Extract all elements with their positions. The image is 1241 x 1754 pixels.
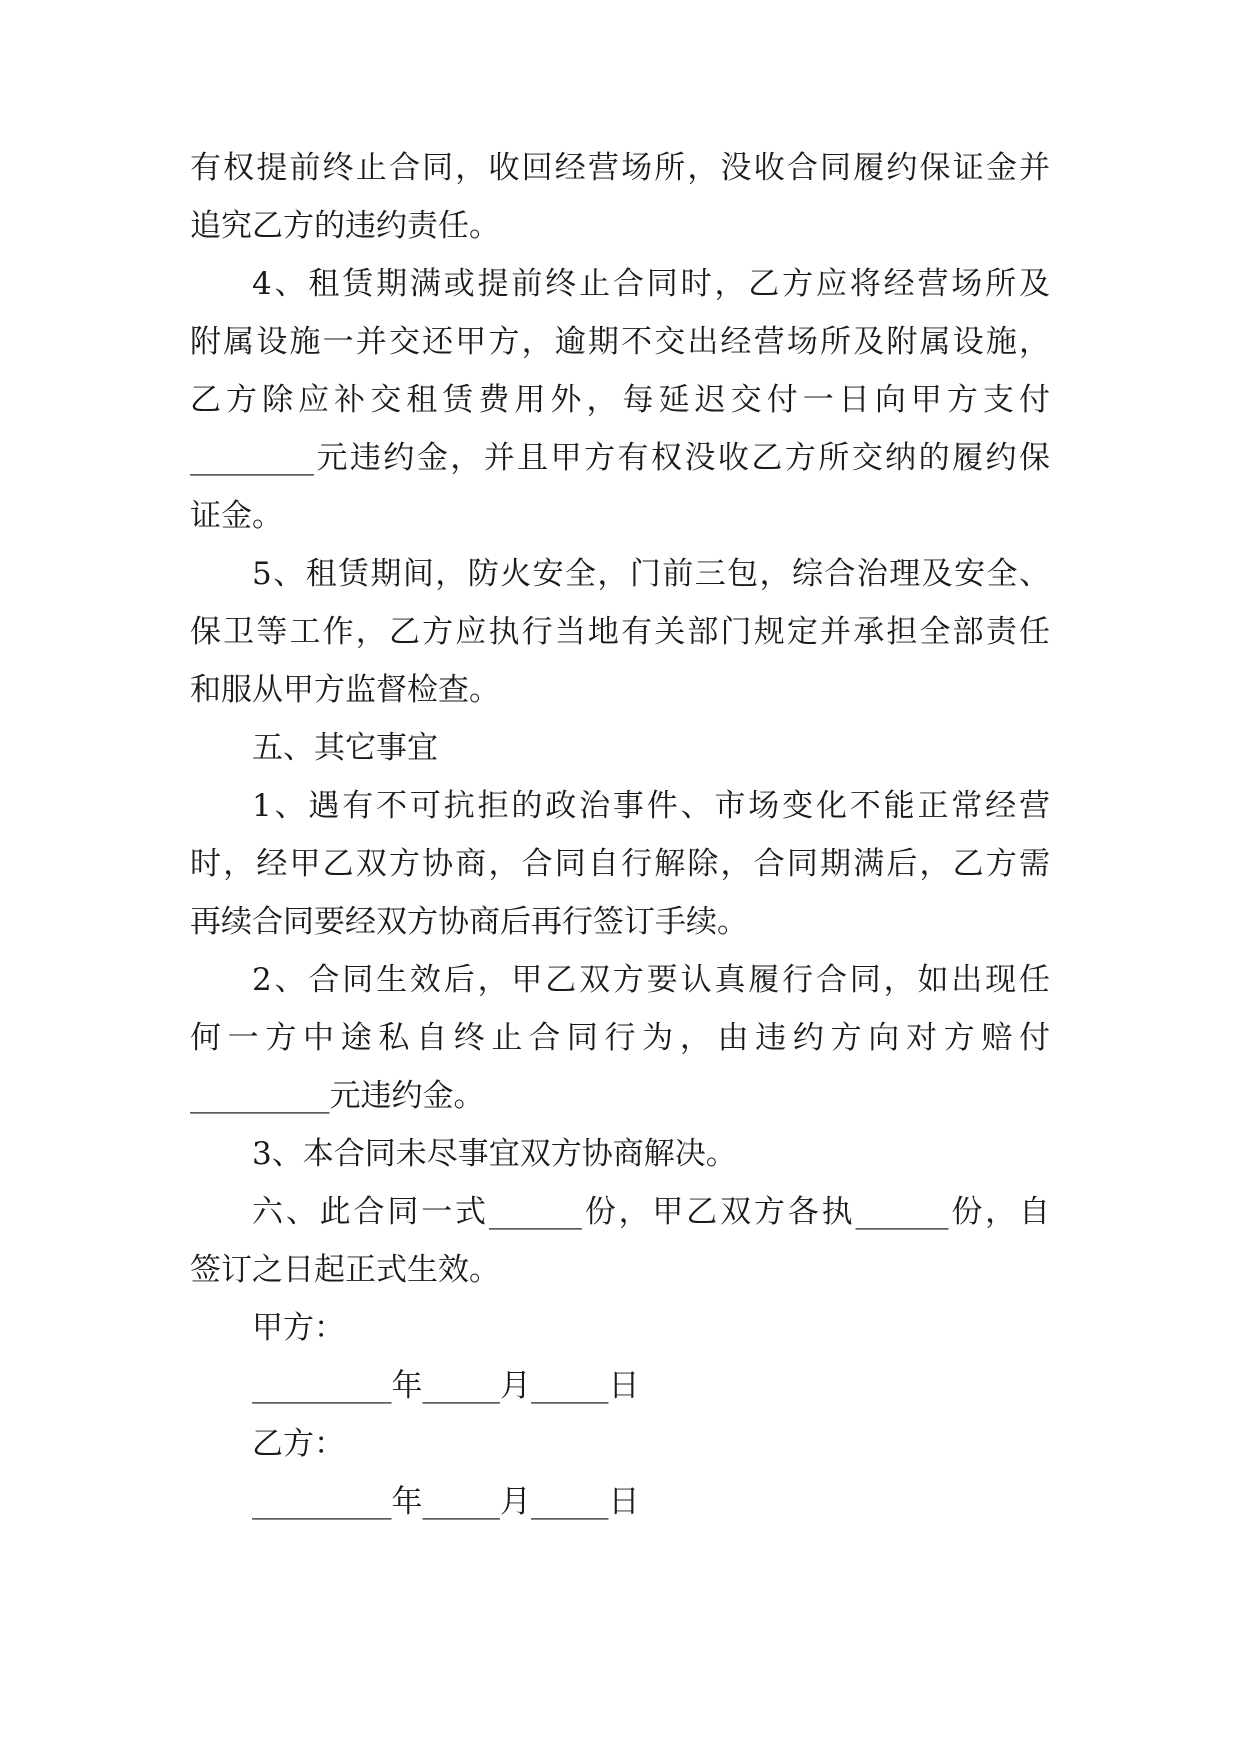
paragraph-line: 5、租赁期间，防火安全，门前三包，综合治理及安全、 xyxy=(252,556,1050,592)
paragraph-line: 证金。 xyxy=(190,498,283,534)
party-b-label: 乙方： xyxy=(252,1426,345,1462)
paragraph-line: _________元违约金。 xyxy=(190,1078,485,1114)
party-b-date-line: _________年_____月_____日 xyxy=(252,1484,640,1520)
paragraph-line: 乙方除应补交租赁费用外，每延迟交付一日向甲方支付 xyxy=(190,382,1050,418)
paragraph-line: 保卫等工作，乙方应执行当地有关部门规定并承担全部责任 xyxy=(190,614,1050,650)
paragraph-line: 1、遇有不可抗拒的政治事件、市场变化不能正常经营 xyxy=(252,788,1050,824)
paragraph-line: 何一方中途私自终止合同行为，由违约方向对方赔付 xyxy=(190,1020,1050,1056)
paragraph-line: 再续合同要经双方协商后再行签订手续。 xyxy=(190,904,748,940)
paragraph-line: 追究乙方的违约责任。 xyxy=(190,208,500,244)
paragraph-line: 和服从甲方监督检查。 xyxy=(190,672,500,708)
paragraph-line: 六、此合同一式______份，甲乙双方各执______份，自 xyxy=(252,1194,1050,1230)
paragraph-line: 2、合同生效后，甲乙双方要认真履行合同，如出现任 xyxy=(252,962,1050,998)
paragraph-line: 签订之日起正式生效。 xyxy=(190,1252,500,1288)
paragraph-line: 3、本合同未尽事宜双方协商解决。 xyxy=(252,1136,737,1172)
section-heading: 五、其它事宜 xyxy=(252,730,438,766)
paragraph-line: 时，经甲乙双方协商，合同自行解除，合同期满后，乙方需 xyxy=(190,846,1050,882)
paragraph-line: 4、租赁期满或提前终止合同时，乙方应将经营场所及 xyxy=(252,266,1050,302)
party-a-date-line: _________年_____月_____日 xyxy=(252,1368,640,1404)
paragraph-line: 有权提前终止合同，收回经营场所，没收合同履约保证金并 xyxy=(190,150,1050,186)
paragraph-line: ________元违约金，并且甲方有权没收乙方所交纳的履约保 xyxy=(190,440,1050,476)
party-a-label: 甲方： xyxy=(252,1310,345,1346)
paragraph-line: 附属设施一并交还甲方，逾期不交出经营场所及附属设施， xyxy=(190,324,1050,360)
